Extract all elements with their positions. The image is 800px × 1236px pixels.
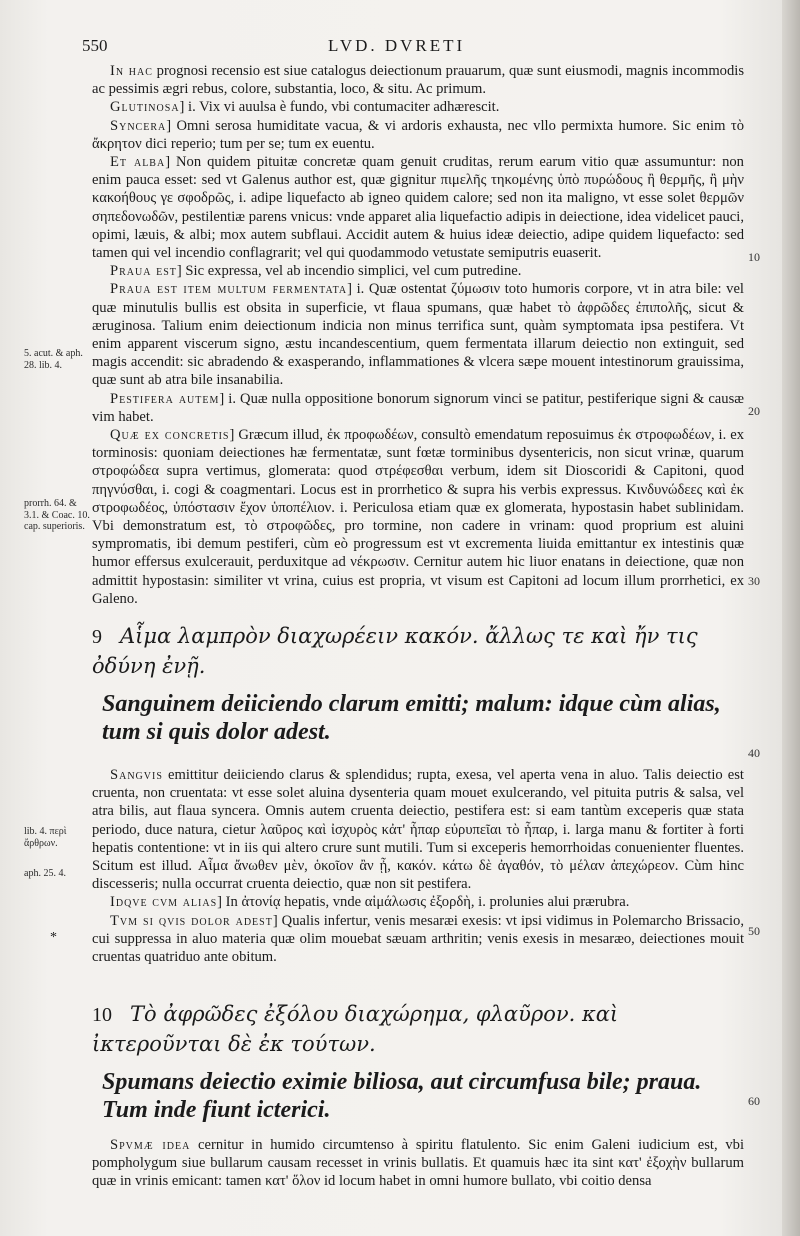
- paragraph: [92, 390, 744, 426]
- paragraph-text: ] In ἀτονίᾳ hepatis, vnde αἱμάλωσις ἐξορδὴ, i. prolunies alui prærubra.: [217, 894, 630, 911]
- margin-note: lib. 4. περὶ ἄρθρων.: [24, 826, 67, 849]
- paragraph-text: ] Græcum illud, ἐκ προφωδέων, consultò emendatum reposuimus ἐκ στροφωδέων, i. ex torminosis: quoniam deiectiones hæ fermentatæ, sunt fœtæ torminibus dysentericis, non sicut vrinæ, quarum στροφώδεα supra vertimus, glomerata: quod στρέφεσθαι verbum, idem sit Dioscoridi & Capitoni, quod πηγνύσθαι, i. cogi & coagmentari. Locus est in prorrhetico & supra his verbis expressus. Κινδυνώδεες καὶ ἐκ στροφωδέος, ὑπόστασιν ἔχον ὑποπέλιον. i. Periculosa etiam quæ ex glomerata, hypostasin habet sublinidam. Vbi demonstratum est, τὸ στροφῶδες, pro tormine, non cadere in vrinam: quod proprium est aluini sympromatis, ibi demum pestiferi, cùm eò progressum est vt excrementa liuida emittantur ex intestinis quæ humor effersus exulcerauit, perduxitque ad νέκρωσιν. Cernitur autem hic liuor enatans in deiectione, quæ non admittit hypostasin: similiter vt vrina, cuius est propria, vt visum est Capitoni ad locum illum prorrhetici, ex Galeno.: [92, 427, 745, 607]
- paragraph: [92, 62, 744, 98]
- paragraph: [92, 117, 744, 153]
- paragraph-text: ] Sic expressa, vel ab incendio simplici, vel cum putredine.: [176, 263, 522, 280]
- line-number: 40: [748, 746, 760, 760]
- paragraph-text: ] i. Vix vi auulsa è fundo, vbi contumaciter adhærescit.: [179, 99, 500, 116]
- aphorism-9-latin: Sanguinem deiiciendo clarum emitti; malum: idque cùm alias, tum si quis dolor adest.: [102, 691, 721, 745]
- aphorism-10-latin: Spumans deiectio eximie biliosa, aut circumfusa bile; praua. Tum inde fiunt icterici.: [102, 1069, 702, 1123]
- paragraph: [92, 262, 744, 280]
- lemma: Glutinosa: [110, 99, 180, 116]
- aphorism-number: 10: [92, 1004, 112, 1026]
- lemma: Syncera: [110, 117, 167, 134]
- paragraph: [92, 1136, 744, 1191]
- lemma: Quæ ex concretis: [110, 427, 230, 444]
- paragraph: [92, 766, 744, 893]
- paragraph: [92, 153, 744, 262]
- page-number: 550: [82, 36, 108, 55]
- lemma: Et alba: [110, 154, 166, 171]
- paragraph-text: ] Non quidem pituitæ concretæ quam genuit cruditas, rerum earum vitio quæ assumuntur: non enim pauca esset: sed vt Galenus author est, quæ gignitur πιμελῆς τηκομένης ὑπὸ πυρώδους ἢ θερμῆς, ἢ μὴν κακοήθους γε σφοδρῶς, i. adipe liquefacto ab igneo quidem calore; sed non ita maligno, vt esse solet θερμῶν σηπεδονωδῶν, pestilentiæ parens vnicus: vnde apparet alia liquefactio adipis in deiectione, idea videlicet pauci, opimi, læuis, & albi; mox autem subflaui. Accidit autem & huius ideæ deiectio, adipe quidem liquefacto: sed tamen qui vel incendio conflagrarit; vel qui quodammodo vetustate semiputris euaserit.: [92, 154, 744, 262]
- paragraph-text: prognosi recensio est siue catalogus deiectionum prauarum, quæ sunt eiusmodi, magnis incommodis ac pessimis ægri rebus, colore, substantia, loco, & situ. Ac primum.: [92, 63, 744, 98]
- aphorism-9-greek: [92, 622, 752, 681]
- lemma: Idqve cvm alias: [110, 894, 218, 911]
- lemma: Tvm si qvis dolor adest: [110, 912, 273, 929]
- lemma: Pestifera autem: [110, 390, 220, 407]
- asterisk-mark: *: [50, 930, 57, 945]
- paragraph: [92, 280, 744, 389]
- line-number: 30: [748, 574, 760, 588]
- commentary-section-2: [92, 766, 744, 966]
- lemma: Praua est: [110, 263, 177, 280]
- paragraph-text: ] i. Quæ ostentat ζύμωσιν toto humoris corpore, vt in atra bile: vel quæ minutulis bullis est obsita in superficie, vt flaua spumans, quæ habet τὸ ἀφρῶδες ἐπιπολῆς, sicut & æruginosa. Talium enim deiectionum indicia non minus terrifica sunt, quàm symptomata ipsa pestifera. Vt enim apparent viscerum signo, æstu incandescentium, quem fermentata illarum deiectio non extinguit, sed magis accendit: sic abradendo & exasperando, inflammationes & vlcera sæpe mouent intestinorum grauissima, quæ sunt ab atra bile insanabilia.: [92, 281, 744, 389]
- margin-note: 5. acut. & aph. 28. lib. 4.: [24, 348, 83, 371]
- paragraph: [92, 893, 744, 911]
- line-number: 60: [748, 1094, 760, 1108]
- line-number: 10: [748, 250, 760, 264]
- aphorism-number: 9: [92, 626, 102, 648]
- paragraph-text: ] i. Quæ nulla oppositione bonorum signorum vinci se patitur, pestiferique signi & causæ vim habet.: [92, 390, 744, 425]
- paragraph: [92, 912, 744, 967]
- line-number: 50: [748, 924, 760, 938]
- paragraph-text: ] Omni serosa humiditate vacua, & vi ardoris exhausta, nec vllo permixta humore. Sic enim τὸ ἄκρητον dici reperio; tum per se; tum ex euentu.: [92, 117, 744, 152]
- paragraph-text: emittitur deiiciendo clarus & splendidus; rupta, exesa, vel aperta vena in aluo. Talis deiectio est cruenta, non cruentata: vt esse solet aluina dysenteria quam mouet exulcerando, vel pituita putris & salsa, vel atra bilis, aut flaua syncera. Omnis autem cruenta deiectio, pestifera est: si eam tantùm exceperis quæ stata periodo, duce natura, cietur λαῦρος καὶ ἰσχυρὸς κἀτ' ἧπαρ εὐρυπεῖαι τὸ ἧπαρ, i. larga manu & fortiter à forti hepatis contentione: vt in iis qui altero crure sunt mutili. Tum si exceperis hemorrhoidas conuenienter fluentes. Scitum est illud. Αἷμα ἄνωθεν μὲν, ὁκοῖον ἂν ᾖ, κακόν. κάτω δὲ ἀγαθόν, τὸ μέλαν ἀπεχώρεον. Cùm hinc discesseris; nulla occurrat cruenta deiectio, quæ non sit pestifera.: [92, 767, 744, 893]
- paragraph-text: cernitur in humido circumtenso à spiritu flatulento. Sic enim Galeni iudicium est, vbi pompholygum siue bullarum causam recesset in vrinis bullatis. Et quamuis hæc ita sint κατ' ἐξοχὴν bullarum quæ in vrinis emicant: tamen κατ' ὅλον id locum habet in omni humore bullato, vbi coitio densa: [92, 1137, 745, 1190]
- paragraph: [92, 426, 744, 608]
- margin-note: prorrh. 64. & 3.1. & Coac. 10. cap. superioris.: [24, 498, 90, 532]
- lemma: Sangvis: [110, 767, 163, 783]
- aphorism-10-greek: [92, 1000, 752, 1059]
- paragraph-text: ] Qualis infertur, venis mesaræi exesis: vt ipsi vidimus in Polemarcho Brissacio, cui suppressa in aluo materia quæ olim mouebat sæuam arthritin; venis exesis in mesaræo, deiectiones mouit cruentas quatriduo ante obitum.: [92, 912, 744, 966]
- greek-aphorism-text: Αἷμα λαμπρὸν διαχωρέειν κακόν. ἄλλως τε καὶ ἤν τις ὀδύνη ἐνῇ.: [92, 624, 698, 678]
- margin-note: aph. 25. 4.: [24, 868, 66, 879]
- lemma: In hac: [110, 63, 153, 79]
- running-head: LVD. DVRETI: [328, 36, 466, 55]
- line-number: 20: [748, 404, 760, 418]
- lemma: Spvmæ idea: [110, 1137, 191, 1153]
- lemma: Praua est item multum fermentata: [110, 281, 348, 298]
- commentary-section-1: [92, 62, 744, 608]
- commentary-section-3: [92, 1136, 744, 1191]
- page-gutter: [782, 0, 800, 1236]
- greek-aphorism-text: Τὸ ἀφρῶδες ἐξόλου διαχώρημα, φλαῦρον. καὶ ἰκτεροῦνται δὲ ἐκ τούτων.: [92, 1002, 619, 1056]
- page-header: [82, 36, 752, 60]
- paragraph: [92, 98, 744, 116]
